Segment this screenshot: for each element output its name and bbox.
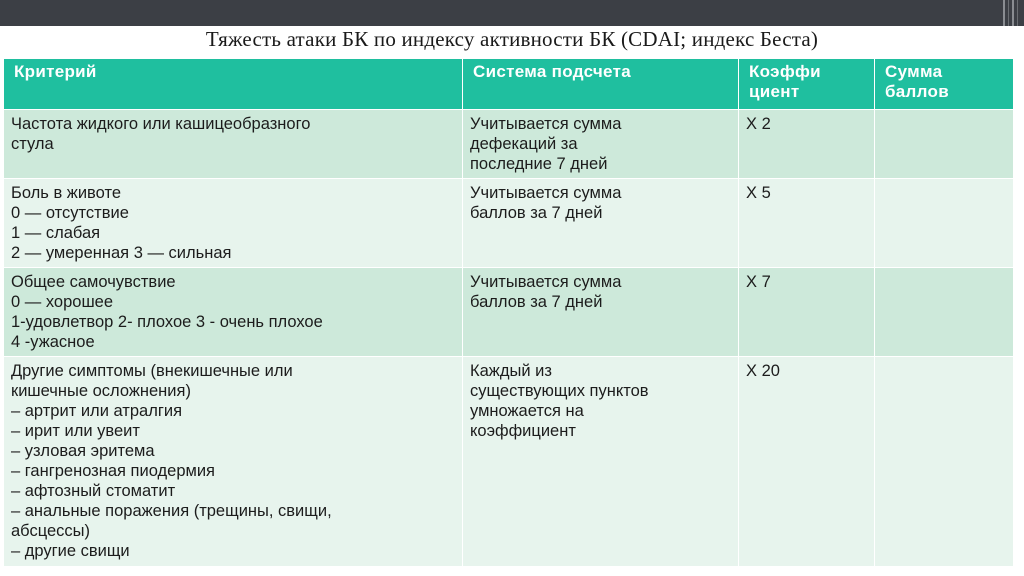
system-line: коэффициент	[470, 422, 576, 440]
criterion-line: – узловая эритема	[11, 442, 155, 460]
sum-cell	[875, 179, 1014, 268]
criterion-line: 0 — хорошее	[11, 293, 114, 311]
top-bar-decoration	[988, 0, 1018, 26]
cdai-table	[3, 58, 1014, 567]
criterion-line: – ирит или увеит	[11, 422, 140, 440]
criterion-line: 1 — слабая	[11, 224, 101, 242]
table-row	[4, 268, 1014, 357]
system-line: Каждый из	[470, 362, 552, 380]
criterion-line: – гангренозная пиодермия	[11, 462, 215, 480]
system-line: существующих пунктов	[470, 382, 649, 400]
header-criterion: Критерий	[4, 59, 463, 110]
system-line: Учитывается сумма	[470, 115, 622, 133]
table-row	[4, 110, 1014, 179]
criterion-cell	[4, 110, 463, 179]
table-row	[4, 179, 1014, 268]
criterion-line: 2 — умеренная 3 — сильная	[11, 244, 232, 262]
coefficient-cell: X 5	[739, 179, 875, 268]
criterion-cell	[4, 268, 463, 357]
criterion-line: Частота жидкого или кашицеобразного	[11, 115, 311, 133]
system-line: баллов за 7 дней	[470, 293, 603, 311]
system-line: Учитывается сумма	[470, 273, 622, 291]
coefficient-cell: X 2	[739, 110, 875, 179]
sum-cell	[875, 268, 1014, 357]
criterion-line: кишечные осложнения)	[11, 382, 191, 400]
criterion-line: 4 -ужасное	[11, 333, 95, 351]
system-line: Учитывается сумма	[470, 184, 622, 202]
coefficient-cell: X 7	[739, 268, 875, 357]
header-system: Система подсчета	[463, 59, 739, 110]
slide-top-bar	[0, 0, 1024, 26]
header-sum-line1: Сумма	[885, 62, 943, 81]
criterion-line: 1-удовлетвор 2- плохое 3 - очень плохое	[11, 313, 323, 331]
header-coefficient-line2: циент	[749, 82, 800, 101]
coefficient-cell: X 20	[739, 357, 875, 567]
criterion-line: абсцессы)	[11, 522, 90, 540]
criterion-line: Боль в животе	[11, 184, 121, 202]
system-line: последние 7 дней	[470, 155, 608, 173]
system-cell	[463, 268, 739, 357]
system-cell	[463, 179, 739, 268]
criterion-line: – афтозный стоматит	[11, 482, 176, 500]
criterion-line: стула	[11, 135, 54, 153]
criterion-cell	[4, 357, 463, 567]
system-cell	[463, 357, 739, 567]
criterion-line: 0 — отсутствие	[11, 204, 129, 222]
criterion-line: – артрит или атралгия	[11, 402, 183, 420]
sum-cell	[875, 357, 1014, 567]
criterion-cell	[4, 179, 463, 268]
table-header-row	[4, 59, 1014, 110]
slide-title: Тяжесть атаки БК по индексу активности БК (CDAI; индекс Беста)	[205, 27, 819, 51]
criterion-line: Другие симптомы (внекишечные или	[11, 362, 293, 380]
system-line: умножается на	[470, 402, 584, 420]
system-cell	[463, 110, 739, 179]
criterion-line: Общее самочувствие	[11, 273, 176, 291]
header-sum-line2: баллов	[885, 82, 949, 101]
header-coefficient-line1: Коэффи	[749, 62, 821, 81]
table-row	[4, 357, 1014, 567]
header-sum	[875, 59, 1014, 110]
header-coefficient	[739, 59, 875, 110]
system-line: баллов за 7 дней	[470, 204, 603, 222]
system-line: дефекаций за	[470, 135, 578, 153]
criterion-line: – анальные поражения (трещины, свищи,	[11, 502, 332, 520]
criterion-line: – другие свищи	[11, 542, 130, 560]
sum-cell	[875, 110, 1014, 179]
